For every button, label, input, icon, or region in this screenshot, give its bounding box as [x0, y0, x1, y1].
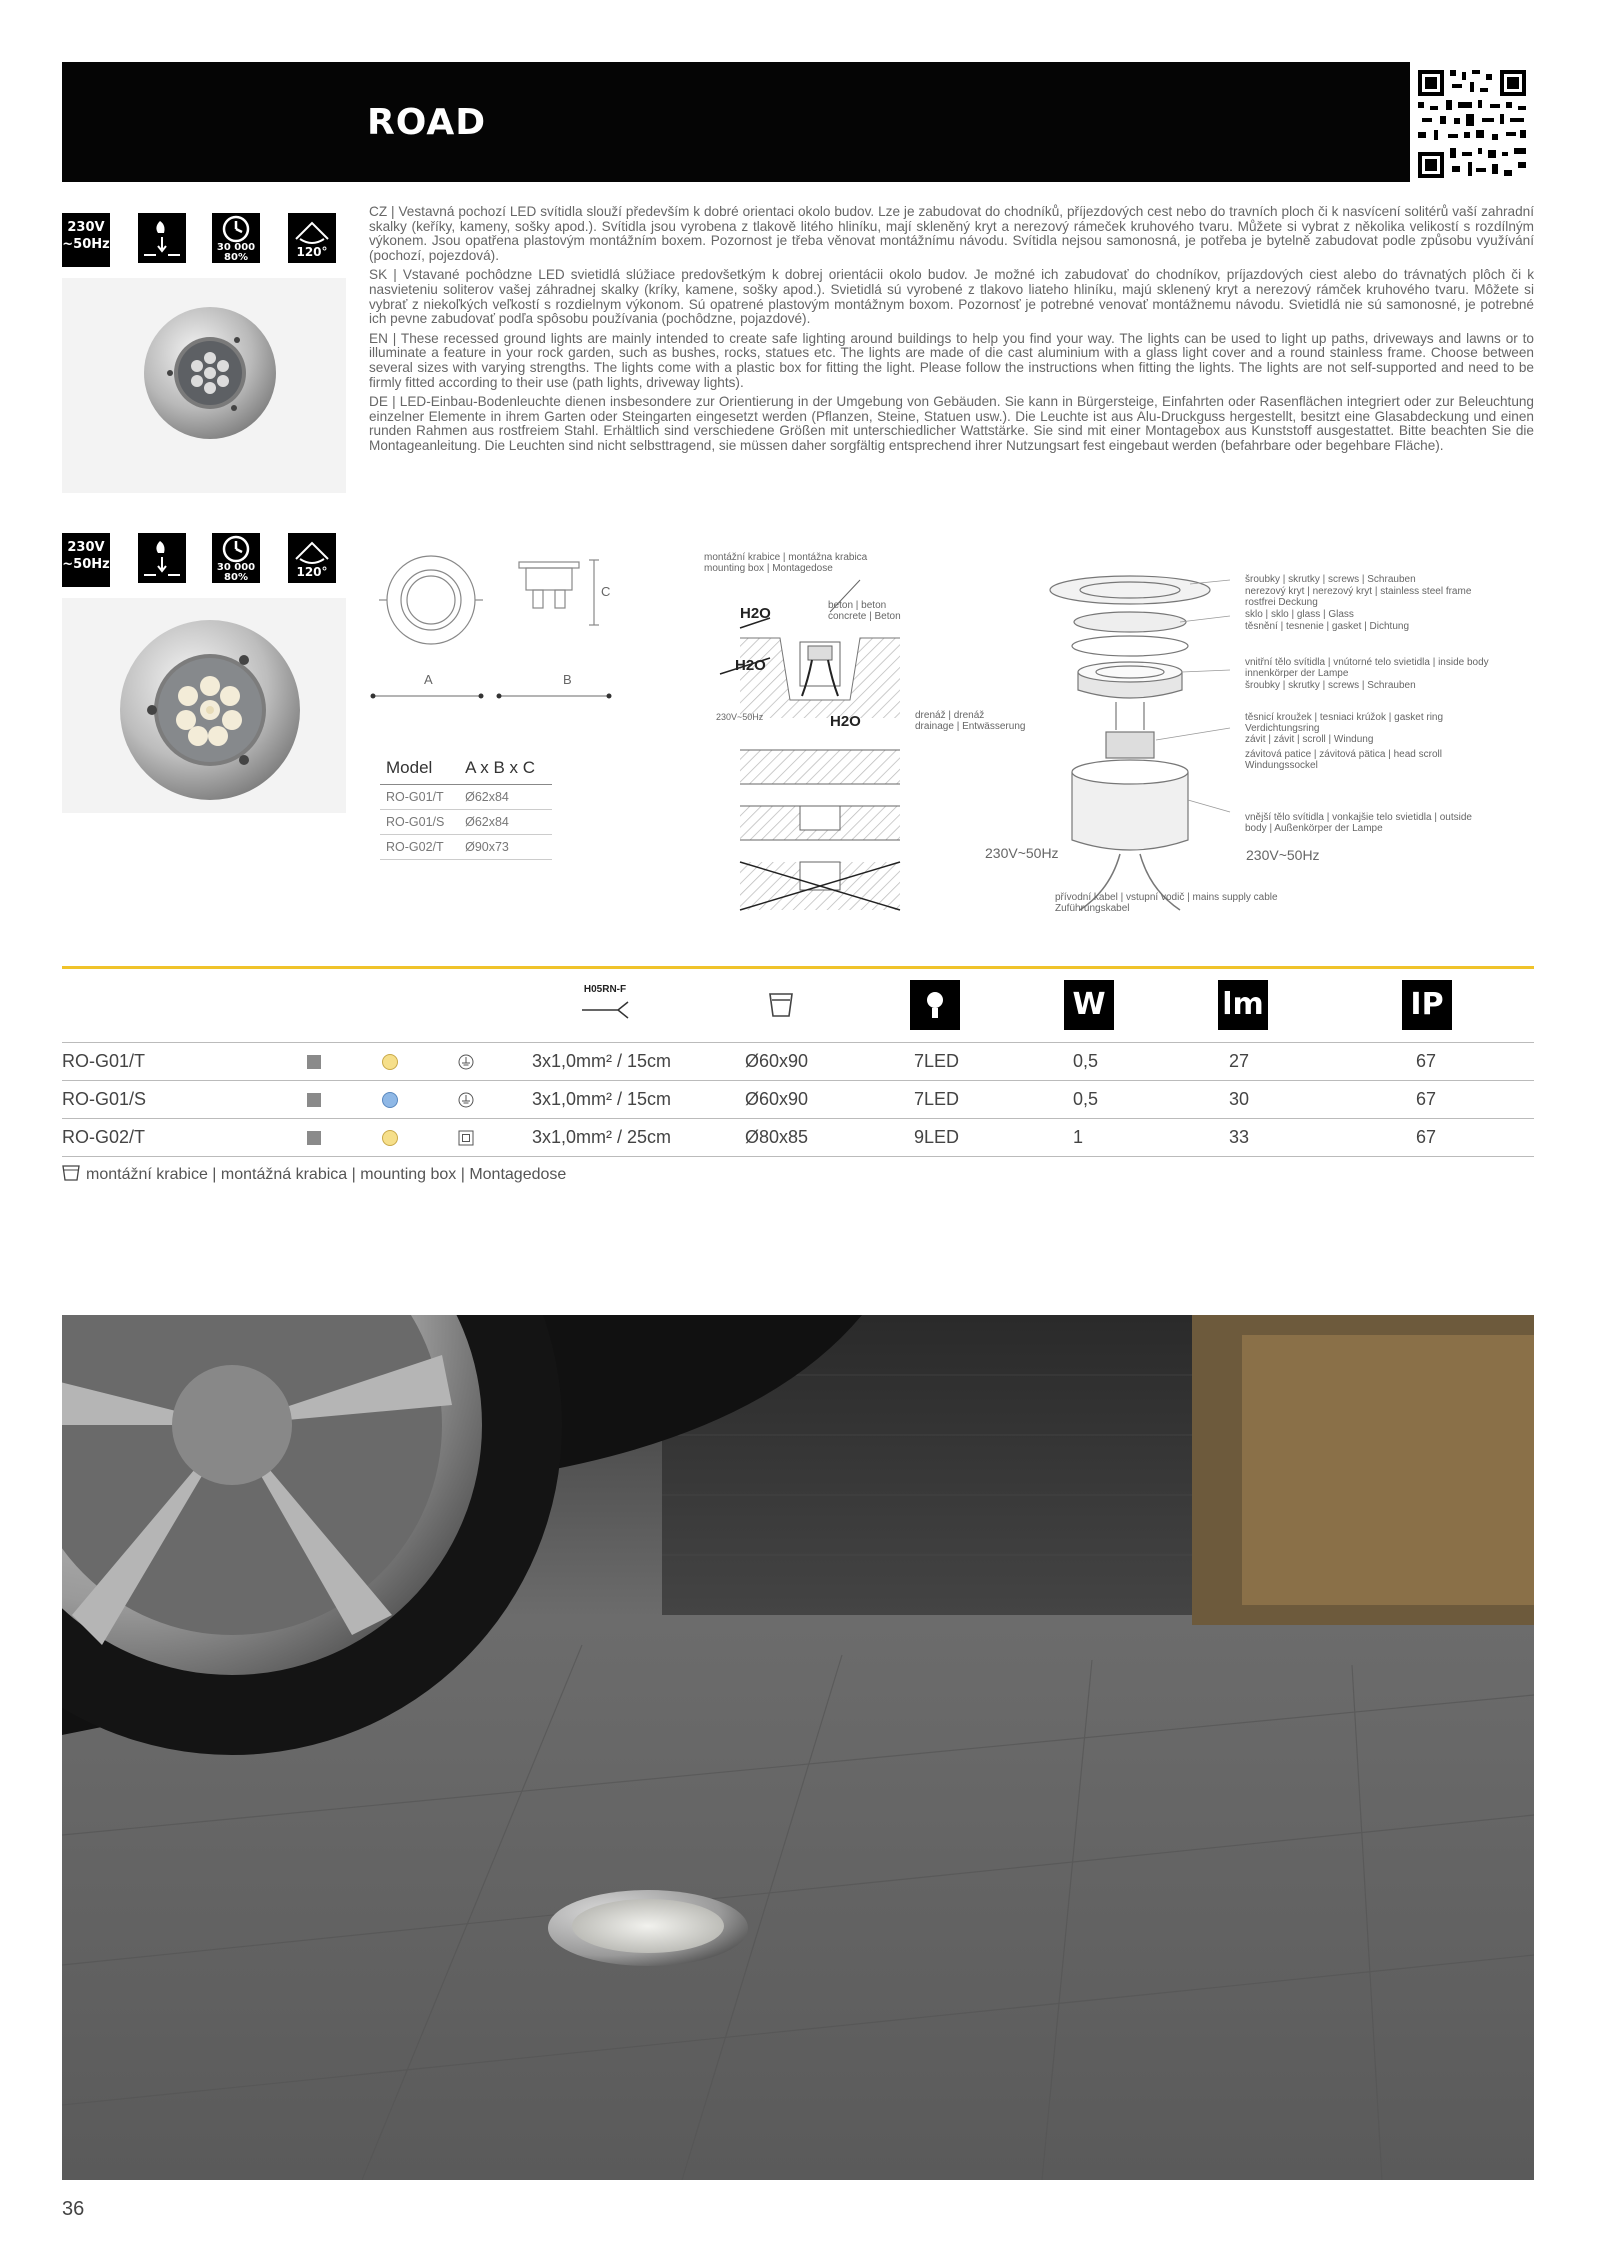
cell-cable: 3x1,0mm² / 25cm [532, 1127, 672, 1147]
label-voltage-right: 230V~50Hz [1246, 847, 1320, 863]
ip-header: IP [1402, 980, 1452, 1030]
cell-dims: Ø62x84 [459, 785, 552, 810]
walkable-ground-icon [138, 213, 186, 263]
light-color-dot [382, 1130, 398, 1146]
label-gasket-ring-2: Verdichtungsring [1245, 723, 1320, 734]
label-concrete-2: concrete | Beton [828, 611, 901, 622]
cell-box: Ø80x85 [745, 1127, 809, 1147]
label-outer-body: vnější tělo svítidla | vonkajšie telo svietidla | outside [1245, 812, 1472, 823]
label-water-3: H2O [830, 713, 861, 730]
cell-ip: 67 [1416, 1127, 1437, 1147]
cell-dims: Ø62x84 [459, 810, 552, 835]
label-voltage-left: 230V~50Hz [985, 845, 1059, 861]
cell-led: 9LED [914, 1127, 960, 1147]
double-insulation-icon [458, 1130, 474, 1151]
table-row [62, 1118, 1534, 1157]
walkable-ground-icon [138, 533, 186, 583]
cell-model: RO-G02/T [62, 1127, 146, 1147]
exploded-view-diagram [980, 560, 1540, 920]
label-head-scroll: závitová patice | závitová pätica | head scroll [1245, 749, 1442, 760]
installation-photo [62, 1315, 1534, 2180]
label-mounting-box: montážní krabice | montážna krabica [704, 552, 868, 563]
cell-lumen: 30 [1229, 1089, 1250, 1109]
description-de: DE | LED-Einbau-Bodenleuchte dienen insbesondere zur Orientierung in der Umgebung von Gebäuden. Sie kann in Bürgersteige, Einfahrten oder Rasenflächen integriert oder zur Beleuchtung einzelner Elemente in ihrem Garten oder Steingarten eingesetzt werden (Pflanzen, Steine, Statuen usw.). Die Leuchte ist aus Alu-Druckguss hergestellt, besitzt eine Glasabdeckung und einen runden Rahmen aus rostfreiem Stahl. Erhältlich sind verschiedene Größen mit unterschiedlicher Wattstärke. Sie sind mit einer Montagebox aus Kunststoff ausgestattet. Bitte beachten Sie die Montageanleitung. Die Leuchten sind nicht selbsttragend, sie müssen daher sorgfältig entsprechend ihrer Nutzungsart fest eingebaut werden (befahrbare oder begehbare Fläche). [369, 394, 1534, 453]
legend-text: montážní krabice | montážná krabica | mounting box | Montagedose [86, 1166, 567, 1183]
label-drainage-2: drainage | Entwässerung [915, 721, 1026, 732]
cell-model: RO-G01/T [380, 785, 459, 810]
description-en: EN | These recessed ground lights are mainly intended to create safe lighting around buildings to help you find your way. The lights can be used to light up paths, driveways and lawns or to illuminate a feature in your rock garden, such as bushes, rocks, statues etc. The lights are made of die cast aluminium with a glass light cover and a round stainless frame. Choose between several sizes with varying strengths. The lights come with a plastic box for fitting the light. Please follow the instructions when fitting the lights. The lights are not self-supported and need to be firmly fitted according to their use (path lights, driveway lights). [369, 330, 1534, 390]
cell-watt: 0,5 [1073, 1089, 1099, 1109]
label-frame-2: rostfrei Deckung [1245, 597, 1318, 608]
cell-model: RO-G01/T [62, 1051, 146, 1071]
label-outer-body-2: body | Außenkörper der Lampe [1245, 823, 1383, 834]
cell-watt: 1 [1073, 1127, 1084, 1147]
label-concrete: beton | beton [828, 600, 887, 611]
label-screws: šroubky | skrutky | screws | Schrauben [1245, 574, 1416, 585]
cell-led: 7LED [914, 1051, 960, 1071]
label-glass: sklo | sklo | glass | Glass [1245, 609, 1354, 620]
mounting-box-icon [768, 990, 794, 1025]
finish-swatch [307, 1093, 321, 1107]
product-description [369, 205, 1534, 459]
label-mounting-box-2: mounting box | Montagedose [704, 563, 833, 574]
ground-symbol-icon [458, 1054, 474, 1075]
dim-label-c: C [601, 584, 611, 599]
voltage-icon: 230V ~50Hz [62, 213, 110, 267]
dim-label-b: B [563, 672, 572, 687]
label-gasket-ring: těsnicí kroužek | tesniaci krúžok | gasket ring [1245, 712, 1444, 723]
label-frame: nerezový kryt | nerezový kryt | stainless steel frame [1245, 586, 1472, 597]
dim-label-a: A [424, 672, 433, 687]
lifetime-icon: 30 000 80% [212, 213, 260, 263]
label-supply: 230V~50Hz [716, 712, 764, 722]
description-sk: SK | Vstavané pochôdzne LED svietidlá slúžiace predovšetkým k dobrej orientácii okolo budov. Je možné ich zabudovať do chodníkov, príjazdových ciest alebo do trávnatých plôch či k nasvieteniu soliterov vašej záhradnej skalky (kríky, kamene, sošky apod.). Svietidlá sú vyrobené z tlakovo liateho hliníku, majú sklenený kryt a nerezový rámček kruhového tvaru. Môžete si vybrať z niekoľkých veľkostí s rozdielnym výkonom. Sú opatrené plastovým montážnym boxom. Pozornosť je potrebné venovať montážnemu návodu. Svietidlá nie sú samonosné, je potrebné ich pevne zabudovať podľa spôsobu používania (pochôdzne, pojazdové). [369, 267, 1534, 327]
lifetime-icon: 30 000 80% [212, 533, 260, 583]
label-water-2: H2O [735, 657, 766, 674]
finish-swatch [307, 1131, 321, 1145]
table-row [62, 1080, 1534, 1118]
beam-angle-icon: 120° [288, 213, 336, 263]
light-color-dot [382, 1092, 398, 1108]
cell-model: RO-G01/S [62, 1089, 147, 1109]
cell-cable: 3x1,0mm² / 15cm [532, 1089, 672, 1109]
qr-code [1410, 62, 1534, 186]
label-inner-body: vnitřní tělo svítidla | vnútorné telo svietidla | inside body [1245, 657, 1489, 668]
cell-box: Ø60x90 [745, 1051, 809, 1071]
bulb-icon [910, 980, 960, 1030]
light-color-dot [382, 1054, 398, 1070]
cable-icon [580, 998, 630, 1025]
table-row [380, 835, 552, 860]
table-row [380, 810, 552, 835]
lumen-header: lm [1218, 980, 1268, 1030]
cell-dims: Ø90x73 [459, 835, 552, 860]
cell-ip: 67 [1416, 1089, 1437, 1109]
cell-box: Ø60x90 [745, 1089, 809, 1109]
finish-swatch [307, 1055, 321, 1069]
label-inner-body-2: innenkörper der Lampe [1245, 668, 1349, 679]
cable-type-label: H05RN-F [583, 984, 627, 995]
cell-ip: 67 [1416, 1051, 1437, 1071]
label-water-1: H2O [740, 605, 771, 622]
column-header-model: Model [380, 754, 459, 785]
cell-watt: 0,5 [1073, 1051, 1099, 1071]
table-header-row [380, 754, 552, 785]
legend [62, 1164, 566, 1187]
label-thread: závit | závit | scroll | Windung [1245, 734, 1374, 745]
product-photo-large [62, 598, 346, 813]
table-row [62, 1042, 1534, 1080]
header-bar [62, 62, 1534, 182]
label-cable: přívodní kabel | vstupní vodič | mains supply cable [1055, 892, 1278, 903]
product-photo-small [62, 278, 346, 493]
label-cable-2: Zuführungskabel [1055, 903, 1130, 914]
cell-lumen: 27 [1229, 1051, 1250, 1071]
section-divider [62, 966, 1534, 969]
cell-lumen: 33 [1229, 1127, 1250, 1147]
description-cz: CZ | Vestavná pochozí LED svítidla slouží především k dobré orientaci okolo budov. Lze je zabudovat do chodníků, příjezdových cest nebo do travních ploch či k nasvícení solitérů vaší zahradní skalky (keříky, kameny, sošky apod.). Svítidla jsou vyrobena z tlakově litého hliníku, mají skleněný kryt a nerezový rámeček kruhového tvaru. Můžete si vybrat z několika velikostí s rozdílným výkonem. Jsou opatřena plastovým montážním boxem. Pozornost je třeba věnovat montážnímu návodu. Svítidla nejsou samonosná, je potřeba je bytelně zabudovat podle způsobu využívání (pochozí, pojezdová). [369, 204, 1534, 263]
cell-led: 7LED [914, 1089, 960, 1109]
table-row [380, 785, 552, 810]
dimension-table [380, 754, 552, 860]
dimension-drawing [369, 550, 619, 700]
page-number: 36 [62, 2198, 85, 2220]
label-head-scroll-2: Windungssockel [1245, 760, 1318, 771]
mounting-box-icon [62, 1164, 80, 1187]
cell-cable: 3x1,0mm² / 15cm [532, 1051, 672, 1071]
cell-model: RO-G01/S [380, 810, 459, 835]
label-drainage: drenáž | drenáž [915, 710, 985, 721]
page-title: ROAD [367, 102, 487, 143]
ground-symbol-icon [458, 1092, 474, 1113]
cell-model: RO-G02/T [380, 835, 459, 860]
voltage-icon: 230V ~50Hz [62, 533, 110, 587]
watt-header: W [1064, 980, 1114, 1030]
beam-angle-icon: 120° [288, 533, 336, 583]
label-screws-2: šroubky | skrutky | screws | Schrauben [1245, 680, 1416, 691]
label-gasket: těsnění | tesnenie | gasket | Dichtung [1245, 621, 1410, 632]
column-header-dims: A x B x C [459, 754, 552, 785]
